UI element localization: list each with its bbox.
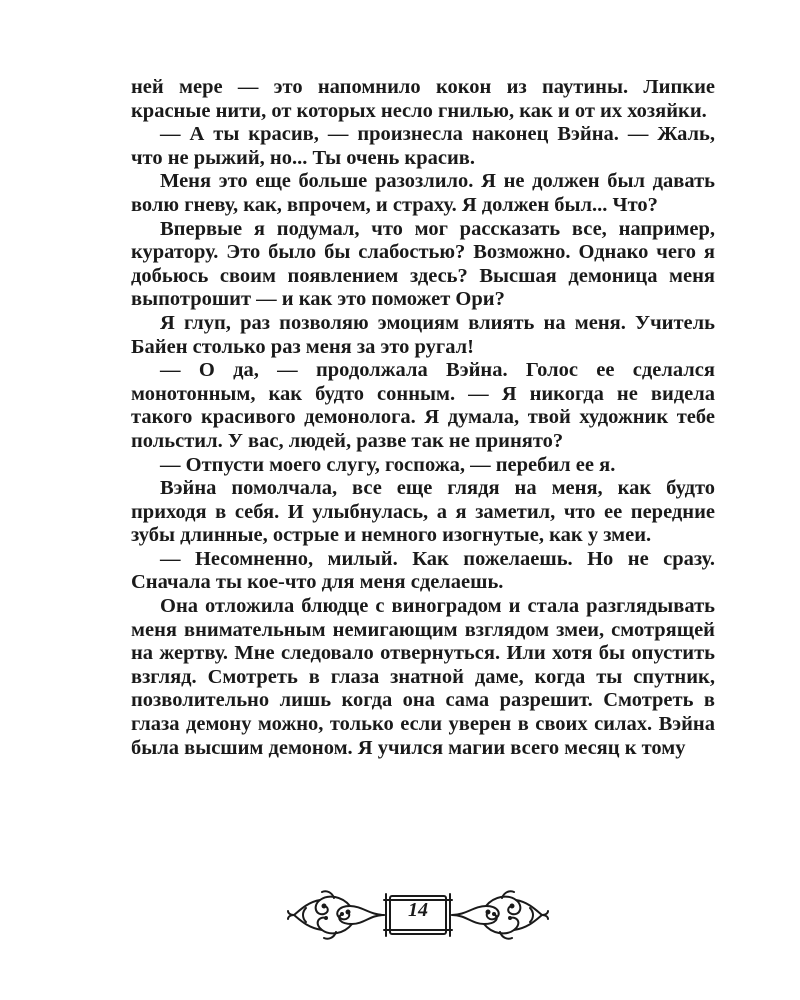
page-number: 14 xyxy=(408,899,428,921)
paragraph-7: — Отпусти моего слугу, госпожа, — перебил ее я. xyxy=(160,453,616,476)
paragraph-8: Вэйна помолчала, все еще глядя на меня, как будто приходя в себя. И улыбнулась, а я заметил, что ее передние зубы длинные, острые и немного изогнутые, как у змеи. xyxy=(131,477,715,547)
paragraph-10: Она отложила блюдце с виноградом и стала разглядывать меня внимательным немигающим взглядом змеи, смотрящей на жертву. Мне следовало отвернуться. Или хотя бы опустить взгляд. Смотреть в глаза знатной даме, когда ты спутник, позволительно лишь когда она сама разрешит. Смотреть в глаза демону можно, только если уверен в своих силах. Вэйна была высшим демоном. Я учился магии всего месяц к тому xyxy=(131,595,715,759)
paragraph-2: — А ты красив, — произнесла наконец Вэйна. — Жаль, что не рыжий, но... Ты очень красив. xyxy=(131,123,715,169)
paragraph-5: Я глуп, раз позволяю эмоциям влиять на меня. Учитель Байен столько раз меня за это ругал! xyxy=(131,311,715,358)
body-text xyxy=(131,76,715,760)
paragraph-4: Впервые я подумал, что мог рассказать все, например, куратору. Это было бы слабостью? Возможно. Однако чего я добьюсь своим появлением здесь? Высшая демоница меня выпотрошит — и как это поможет Ори? xyxy=(131,217,715,311)
paragraph-6: — О да, — продолжала Вэйна. Голос ее сделался монотонным, как будто сонным. — Я никогда не видела такого красивого демонолога. Я думала, твой художник тебе польстил. У вас, людей, разве так не принято? xyxy=(131,359,715,452)
paragraph-1: ней мере — это напомнило кокон из паутины. Липкие красные нити, от которых несло гнилью, как и от их хозяйки. xyxy=(131,76,715,122)
paragraph-9: — Несомненно, милый. Как пожелаешь. Но не сразу. Сначала ты кое-что для меня сделаешь. xyxy=(131,547,715,594)
paragraph-3: Меня это еще больше разозлило. Я не должен был давать волю гневу, как, впрочем, и страху. Я должен был... Что? xyxy=(131,170,715,216)
